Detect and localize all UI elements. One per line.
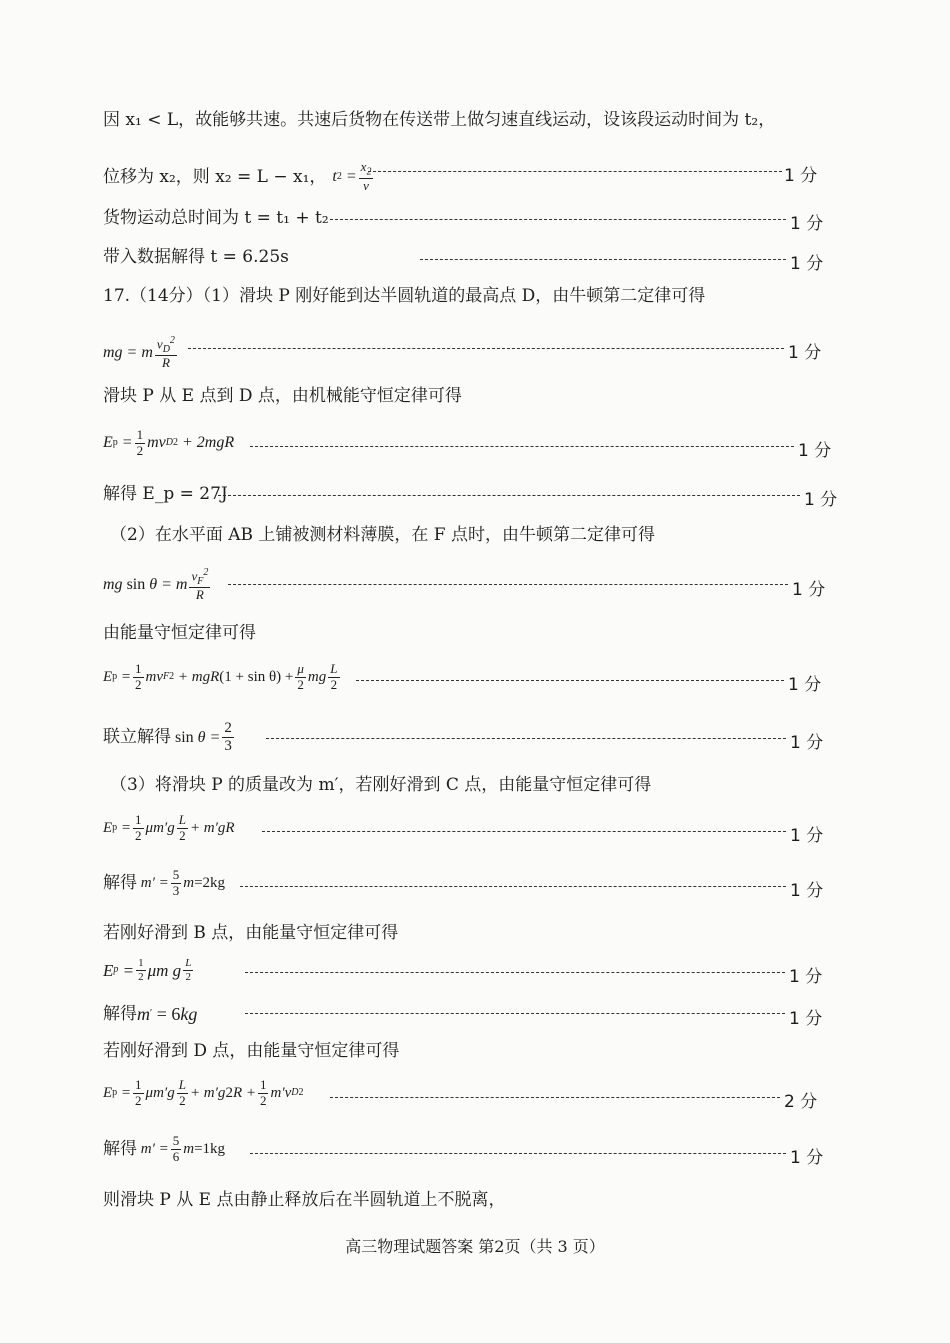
text-line-17: 解得 m′ = $\frac{5}{3}$ m =2kg: [103, 867, 226, 898]
dash-line-20: [245, 1013, 785, 1014]
text-line-7: 滑块 P 从 E 点到 D 点，由机械能守恒定律可得: [103, 386, 462, 406]
score-line-13: 1 分: [788, 675, 822, 695]
dash-line-13: [356, 680, 784, 681]
text-line-11: mg sin θ = m $\frac{v_F^2}{R}$: [103, 567, 209, 603]
text-line-18: 若刚好滑到 B 点，由能量守恒定律可得: [103, 923, 399, 943]
score-line-23: 1 分: [790, 1148, 824, 1168]
score-line-4: 1 分: [790, 254, 824, 274]
score-line-22: 2 分: [784, 1092, 818, 1112]
score-line-11: 1 分: [792, 580, 826, 600]
text-line-6: mg = m $\frac{v_D^2}{R}$: [103, 335, 175, 371]
text-line-1: 因 x₁ < L，故能够共速。共速后货物在传送带上做匀速直线运动，设该段运动时间为 t₂，: [103, 110, 776, 130]
dash-line-22: [330, 1097, 780, 1098]
dash-line-2: [368, 171, 782, 172]
dash-line-4: [420, 259, 786, 260]
page-footer: 高三物理试题答案 第2页（共 3 页）: [345, 1237, 605, 1256]
score-line-14: 1 分: [790, 733, 824, 753]
dash-line-8: [250, 446, 794, 447]
text-line-8: E p = $\frac{1}{2}$ mv D 2 + 2mgR: [103, 427, 235, 458]
text-line-12: 由能量守恒定律可得: [103, 623, 256, 643]
score-line-8: 1 分: [798, 441, 832, 461]
text-line-9: 解得 E_p = 27J: [103, 484, 228, 504]
text-line-16: E p = $\frac{1}{2}$ μm′g $\frac{L}{2}$ + m′gR: [103, 812, 235, 843]
score-line-9: 1 分: [804, 490, 838, 510]
text-line-3: 货物运动总时间为 t = t₁ + t₂: [103, 208, 329, 228]
line-2-equation: t 2 = $\frac{x_2}{v}$: [332, 159, 372, 194]
score-line-17: 1 分: [790, 881, 824, 901]
text-line-5: 17.（14分）（1）滑块 P 刚好能到达半圆轨道的最高点 D，由牛顿第二定律可得: [103, 286, 706, 306]
text-line-19: E p = $\frac{1}{2}$ μm g $\frac{L}{2}$: [103, 957, 192, 983]
text-line-21: 若刚好滑到 D 点，由能量守恒定律可得: [103, 1041, 400, 1061]
text-line-24: 则滑块 P 从 E 点由静止释放后在半圆轨道上不脱离，: [103, 1190, 506, 1210]
dash-line-6: [188, 348, 784, 349]
dash-line-11: [228, 584, 788, 585]
text-line-20: 解得 m ′ = 6 kg: [103, 1003, 198, 1024]
text-line-10: （2）在水平面 AB 上铺被测材料薄膜，在 F 点时，由牛顿第二定律可得: [110, 525, 655, 545]
text-line-13: E p = $\frac{1}{2}$ mv F 2 + mgR (1 + sin θ) + $\frac{\mu}{2}$ mg $\frac{L}{2}$: [103, 661, 338, 692]
dash-line-16: [262, 831, 786, 832]
score-line-6: 1 分: [788, 343, 822, 363]
text-line-2: [103, 160, 375, 194]
score-line-3: 1 分: [790, 214, 824, 234]
dash-line-9: [218, 495, 800, 496]
dash-line-19: [245, 972, 785, 973]
dash-line-23: [250, 1153, 786, 1154]
score-line-2: 1 分: [784, 166, 818, 186]
line-2-text: 位移为 x₂，则 x₂ = L − x₁，: [103, 166, 327, 187]
score-line-19: 1 分: [789, 967, 823, 987]
text-line-22: E p = $\frac{1}{2}$ μm′g $\frac{L}{2}$ + m′g 2 R + $\frac{1}{2}$ m′v D 2: [103, 1077, 304, 1108]
dash-line-17: [240, 886, 786, 887]
dash-line-3: [330, 219, 786, 220]
dash-line-14: [266, 738, 786, 739]
text-line-14: 联立解得 sin θ = $\frac{2}{3}$: [103, 720, 232, 755]
text-line-23: 解得 m′ = $\frac{5}{6}$ m =1kg: [103, 1133, 226, 1164]
text-line-15: （3）将滑块 P 的质量改为 m′，若刚好滑到 C 点，由能量守恒定律可得: [110, 775, 652, 795]
text-line-4: 带入数据解得 t = 6.25s: [103, 247, 289, 267]
score-line-20: 1 分: [789, 1009, 823, 1029]
score-line-16: 1 分: [790, 826, 824, 846]
